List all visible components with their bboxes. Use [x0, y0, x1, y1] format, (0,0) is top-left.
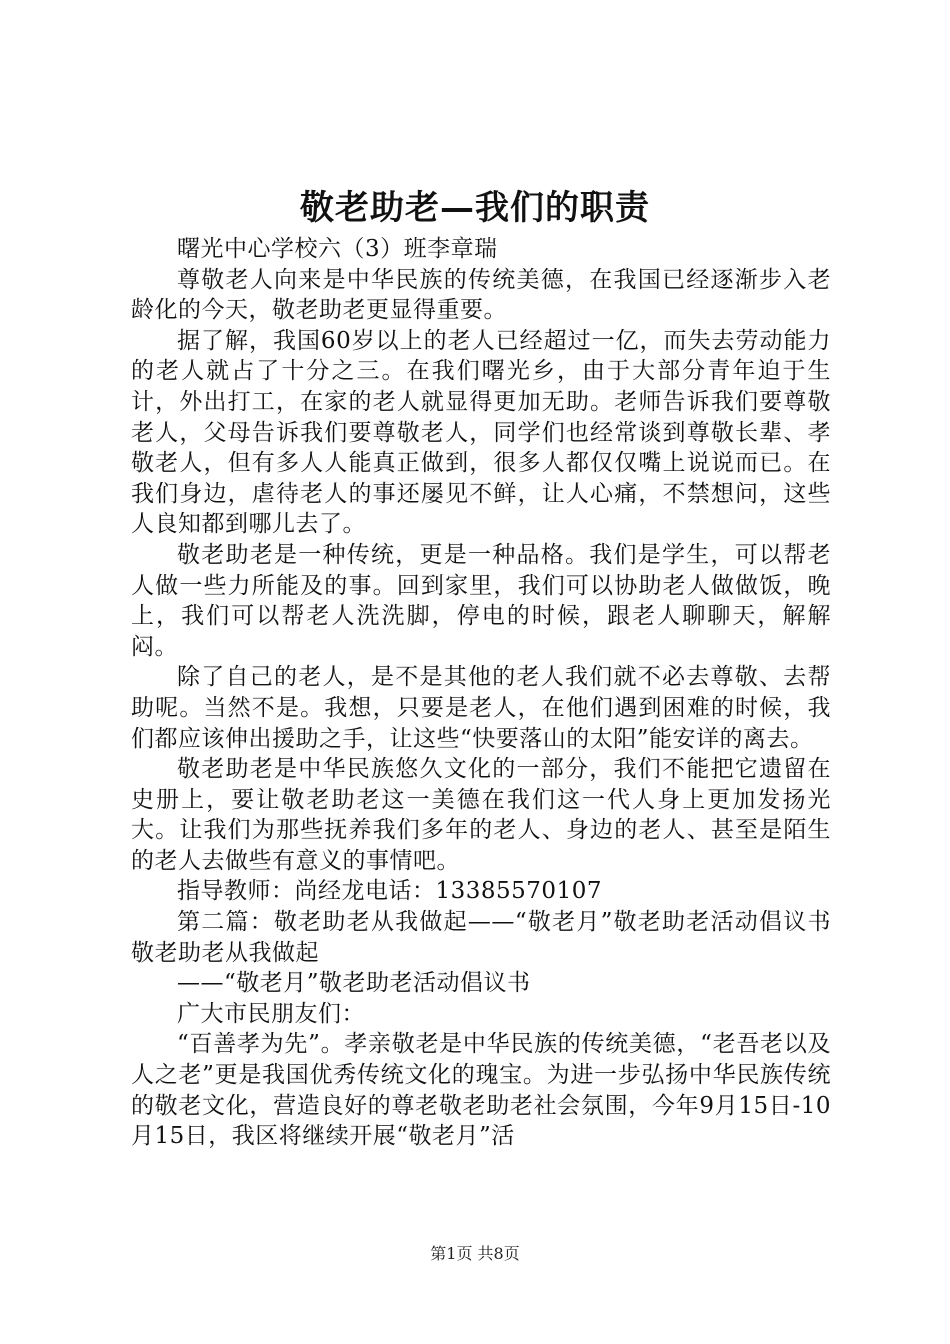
page-footer: 第1页 共8页 [430, 1244, 520, 1263]
author-line: 曙光中心学校六（3）班李章瑞 [177, 236, 498, 262]
paragraph: 尊敬老人向来是中华民族的传统美德，在我国已经逐渐步入老龄化的今天，敬老助老更显得重要。 [131, 266, 831, 324]
paragraph: 除了自己的老人，是不是其他的老人我们就不必去尊敬、去帮助呢。当然不是。我想，只要是老人，在他们遇到困难的时候，我们都应该伸出援助之手，让这些“快要落山的太阳”能安详的离去。 [131, 664, 831, 752]
teacher-line: 指导教师：尚经龙电话：13385570107 [177, 878, 602, 905]
paragraph: 敬老助老是一种传统，更是一种品格。我们是学生，可以帮老人做一些力所能及的事。回到家里，我们可以协助老人做做饭，晚上，我们可以帮老人洗洗脚，停电的时候，跟老人聊聊天，解解闷。 [131, 541, 831, 660]
document-title: 敬老助老—我们的职责 [300, 188, 650, 228]
salutation: 广大市民朋友们： [177, 1000, 365, 1027]
paragraph: 敬老助老是中华民族悠久文化的一部分，我们不能把它遗留在史册上，要让敬老助老这一美德在我们这一代人身上更加发扬光大。让我们为那些抚养我们多年的老人、身边的老人、甚至是陌生的老人去做些有意义的事情吧。 [131, 756, 831, 874]
second-article-heading: 第二篇：敬老助老从我做起——“敬老月”敬老助老活动倡议书敬老助老从我做起 [131, 909, 831, 966]
document-body [131, 234, 831, 1152]
paragraph: “百善孝为先”。孝亲敬老是中华民族的传统美德，“老吾老以及人之老”更是我国优秀传统文化的瑰宝。为进一步弘扬中华民族传统的敬老文化，营造良好的尊老敬老助老社会氛围，今年9月15日-10月15日，我区将继续开展“敬老月”活 [131, 1031, 831, 1150]
paragraph: 据了解，我国60岁以上的老人已经超过一亿，而失去劳动能力的老人就占了十分之三。在我们曙光乡，由于大部分青年迫于生计，外出打工，在家的老人就显得更加无助。老师告诉我们要尊敬老人，父母告诉我们要尊敬老人，同学们也经常谈到尊敬长辈、孝敬老人，但有多人人能真正做到，很多人都仅仅嘴上说说而已。在我们身边，虐待老人的事还屡见不鲜，让人心痛，不禁想问，这些人良知都到哪儿去了。 [131, 327, 831, 538]
second-article-subtitle: ——“敬老月”敬老助老活动倡议书 [177, 970, 531, 997]
